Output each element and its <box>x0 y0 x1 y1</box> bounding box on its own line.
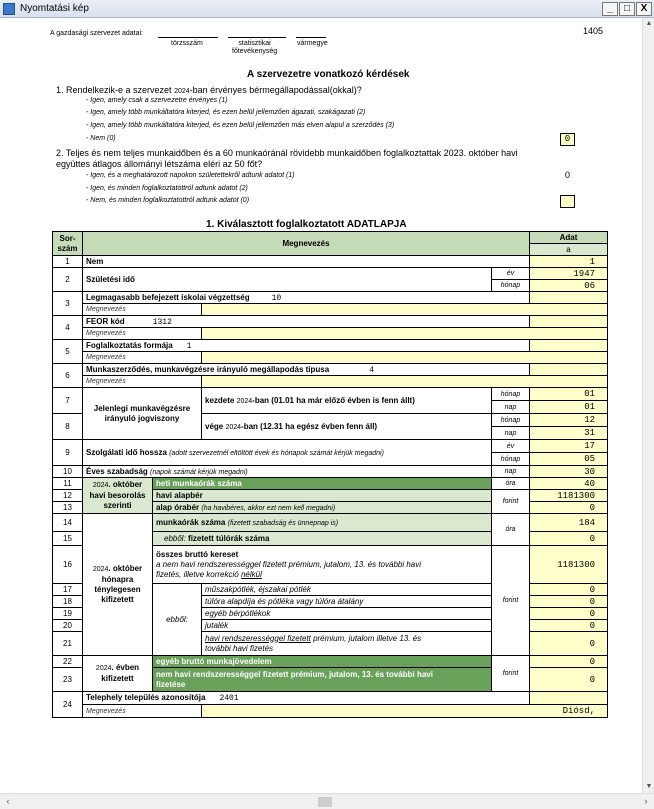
table-row: 8 vége 2024-ban (12.31 ha egész évben fenn áll) hónap 12 <box>53 414 608 427</box>
table-title: 1. Kiválasztott foglalkoztatott ADATLAPJA <box>206 219 407 230</box>
varmegye-label: vármegye <box>297 40 328 47</box>
form-code: 1405 <box>583 26 604 36</box>
title-bar <box>0 0 654 18</box>
table-row: 20 jutalék 0 <box>53 620 608 632</box>
table-row: 2 Születési idő év 1947 <box>53 268 608 280</box>
header-megnevezes: Megnevezés <box>83 232 530 256</box>
table-row: 16 összes bruttó kereset a nem havi rendszerességgel fizetett prémium, jutalom, 13. és további havi fizetés, illetve korrekció nélkül forint 1181300 <box>53 546 608 584</box>
szolgalati-honap-field[interactable]: 05 <box>530 453 608 466</box>
scroll-down-icon[interactable]: ▼ <box>645 783 653 790</box>
q1-option-4: - Nem (0) <box>86 135 116 142</box>
nem-havi-premium-field[interactable]: 0 <box>530 668 608 692</box>
q1-option-3: - Igen, amely több munkáltatóra kiterjed, és ezen belül jellemzően más elven alapul a szerződés (3) <box>86 122 395 129</box>
nem-field[interactable]: 1 <box>530 256 608 268</box>
statisztikai-label: statisztikai főtevékenység <box>232 40 278 55</box>
szerzodes-code[interactable]: 4 <box>369 365 375 375</box>
scroll-left-icon[interactable]: ‹ <box>6 796 10 806</box>
havi-premium-field[interactable]: 0 <box>530 632 608 656</box>
vegzettseg-code[interactable]: 10 <box>271 293 282 303</box>
q2-option-1: - Igen, és a meghatározott napokon születettekről adtunk adatot (1) <box>86 172 295 179</box>
org-label: A gazdasági szervezet adatai: <box>50 30 144 37</box>
vege-honap-field[interactable]: 12 <box>530 414 608 427</box>
vege-nap-field[interactable]: 31 <box>530 427 608 440</box>
torzsszam-line <box>158 37 218 38</box>
feor-code[interactable]: 1312 <box>152 317 172 327</box>
muszakpotlek-field[interactable]: 0 <box>530 584 608 596</box>
jutalek-field[interactable]: 0 <box>530 620 608 632</box>
window-title: Nyomtatási kép <box>20 3 89 14</box>
vegzettseg-megnevezes-field[interactable] <box>202 304 608 316</box>
egyeb-berpotlek-field[interactable]: 0 <box>530 608 608 620</box>
app-icon <box>3 3 15 15</box>
tulorak-szama-field[interactable]: 0 <box>530 532 608 546</box>
employee-data-table: Sor- szám Megnevezés Adat a 1 Nem 1 2 Születési idő év 1947 hónap 06 3 Legmagasabb befejezett iskolai végzettség 10 Megnevezés 4 FEOR kód 1312 Megnevezés 5 Foglalkoztatás formája 1 Megnevezés 6 Munkaszerződés, munkavégzésre irányuló megállapodás típusa 4 Megnevezés 7 Jelenlegi munkavégzésre irányuló jogviszony kezdete 2024-ban (01.01 ha már előző évben is fenn állt) hónap 01 nap 01 8 vége 2024-ban (12.31 ha egész évben fenn áll) hónap 12 nap 31 9 Szolgálati idő hossza (adott szervezetnél eltöltött évek és hónapok számát kérjük megadni) év 17 hónap 05 10 Éves szabadság (napok számát kérjük megadni) nap 30 11 2024. október havi besorolás szerinti heti munkaórák száma óra 40 12 havi alapbér forint 1181300 13 alap órabér (ha havibéres, akkor ezt nem kell megadni) 0 14 2024. október hónapra ténylegesen kifizetett munkaórák száma (fizetett szabadság és ünnepnap is) óra 184 15 ebből: fizetett túlórák száma 0 16 összes bruttó kereset a nem havi rendszerességgel fizetett prémium, jutalom, 13. és további havi fizetés, illetve korrekció nélkül forint 1181300 17 ebből: műszakpótlék, éjszakai pótlék 0 18 túlóra alapdíja és pótléka vagy túlóra átalány 0 19 egyéb bérpótlékok 0 20 jutalék 0 21 havi rendszerességgel fizetett prémium, jutalom illetve 13. és további havi fizetés 0 22 2024. évben kifizetett egyéb bruttó munkajövedelem forint 0 23 nem havi rendszerességgel fizetett prémium, jutalom, 13. és további havi fizetése 0 24 Telephely település azonosítója 2401 Megnevezés Diósd, <box>52 231 608 718</box>
table-row: 15 ebből: fizetett túlórák száma 0 <box>53 532 608 546</box>
q1-option-2: - Igen, amely több munkáltatóra kiterjed, és ezen belül jellemzően ágazati, szakágazati (2) <box>86 109 366 116</box>
table-row: 6 Munkaszerződés, munkavégzésre irányuló megállapodás típusa 4 <box>53 364 608 376</box>
alap-oraber-field[interactable]: 0 <box>530 502 608 514</box>
q2-answer-field[interactable] <box>560 195 575 208</box>
table-row: 24 Telephely település azonosítója 2401 <box>53 692 608 705</box>
telephely-name-field[interactable]: Diósd, <box>202 705 608 718</box>
table-row: 1 Nem 1 <box>53 256 608 268</box>
q2-answer-value: 0 <box>565 170 571 180</box>
table-row: 12 havi alapbér forint 1181300 <box>53 490 608 502</box>
table-row: 3 Legmagasabb befejezett iskolai végzettség 10 <box>53 292 608 304</box>
q2-option-2: - Igen, és minden foglalkoztatottról adtunk adatot (2) <box>86 185 248 192</box>
scroll-up-icon[interactable]: ▲ <box>645 20 653 27</box>
q1-text: 1. Rendelkezik-e a szervezet 2024-ban érvényes bérmegállapodással(okkal)? <box>56 85 362 95</box>
horizontal-scrollbar[interactable] <box>0 793 654 809</box>
table-row: 11 2024. október havi besorolás szerinti heti munkaórák száma óra 40 <box>53 478 608 490</box>
varmegye-line <box>296 37 326 38</box>
header-sorszam: Sor- szám <box>53 232 83 256</box>
q2-text-line1: 2. Teljes és nem teljes munkaidőben és a 60 munkaóránál rövidebb munkaidőben foglalkoztattak 2023. október havi <box>56 148 518 158</box>
egyeb-munkajovedelem-field[interactable]: 0 <box>530 656 608 668</box>
table-row: 22 2024. évben kifizetett egyéb bruttó munkajövedelem forint 0 <box>53 656 608 668</box>
q1-option-1: - Igen, amely csak a szervezetre érvényes (1) <box>86 97 228 104</box>
munkaorak-szama-field[interactable]: 184 <box>530 514 608 532</box>
q1-answer-field[interactable]: 0 <box>560 133 575 146</box>
table-row: 23 nem havi rendszerességgel fizetett prémium, jutalom, 13. és további havi fizetése 0 <box>53 668 608 692</box>
table-row: 5 Foglalkoztatás formája 1 <box>53 340 608 352</box>
q2-option-3: - Nem, és minden foglalkoztatottról adtunk adatot (0) <box>86 197 250 204</box>
table-row: 18 túlóra alapdíja és pótléka vagy túlóra átalány 0 <box>53 596 608 608</box>
q2-text-line2: együttes átlagos állományi létszáma eléri az 50 főt? <box>56 159 263 169</box>
minimize-button[interactable]: _ <box>602 2 618 16</box>
print-preview-document <box>0 18 642 793</box>
horizontal-scroll-thumb[interactable] <box>318 797 332 807</box>
osszes-brutto-field[interactable]: 1181300 <box>530 546 608 584</box>
table-row: 10 Éves szabadság (napok számát kérjük megadni) nap 30 <box>53 466 608 478</box>
table-row: 13 alap órabér (ha havibéres, akkor ezt nem kell megadni) 0 <box>53 502 608 514</box>
vertical-scrollbar[interactable] <box>642 18 654 793</box>
maximize-button[interactable]: □ <box>619 2 635 16</box>
kezdete-nap-field[interactable]: 01 <box>530 401 608 414</box>
statisztikai-line <box>228 37 286 38</box>
feor-megnevezes-field[interactable] <box>202 328 608 340</box>
torzsszam-label: törzsszám <box>171 40 203 47</box>
telephely-code[interactable]: 2401 <box>219 694 239 703</box>
table-row: 7 Jelenlegi munkavégzésre irányuló jogviszony kezdete 2024-ban (01.01 ha már előző évben is fenn állt) hónap 01 <box>53 388 608 401</box>
scroll-right-icon[interactable]: › <box>644 796 648 806</box>
table-row: 14 2024. október hónapra ténylegesen kifizetett munkaórák száma (fizetett szabadság és ünnepnap is) óra 184 <box>53 514 608 532</box>
foglalkoztatas-megnevezes-field[interactable] <box>202 352 608 364</box>
table-row: 17 ebből: műszakpótlék, éjszakai pótlék 0 <box>53 584 608 596</box>
table-row: 9 Szolgálati idő hossza (adott szervezetnél eltöltött évek és hónapok számát kérjük megadni) év 17 <box>53 440 608 453</box>
szuletesi-ev-field[interactable]: 1947 <box>530 268 608 280</box>
section-title: A szervezetre vonatkozó kérdések <box>247 69 410 80</box>
close-button[interactable]: X <box>636 2 652 16</box>
table-row: 19 egyéb bérpótlékok 0 <box>53 608 608 620</box>
szuletesi-honap-field[interactable]: 06 <box>530 280 608 292</box>
kezdete-honap-field[interactable]: 01 <box>530 388 608 401</box>
header-col-a: a <box>530 244 608 256</box>
havi-alapber-field[interactable]: 1181300 <box>530 490 608 502</box>
table-row: 21 havi rendszerességgel fizetett prémium, jutalom illetve 13. és további havi fizetés 0 <box>53 632 608 656</box>
tulora-alapdij-field[interactable]: 0 <box>530 596 608 608</box>
foglalkoztatas-code[interactable]: 1 <box>186 341 192 351</box>
szerzodes-megnevezes-field[interactable] <box>202 376 608 388</box>
table-row: 4 FEOR kód 1312 <box>53 316 608 328</box>
heti-munkaora-field[interactable]: 40 <box>530 478 608 490</box>
header-adat: Adat <box>530 232 608 244</box>
szolgalati-ev-field[interactable]: 17 <box>530 440 608 453</box>
szabadsag-field[interactable]: 30 <box>530 466 608 478</box>
